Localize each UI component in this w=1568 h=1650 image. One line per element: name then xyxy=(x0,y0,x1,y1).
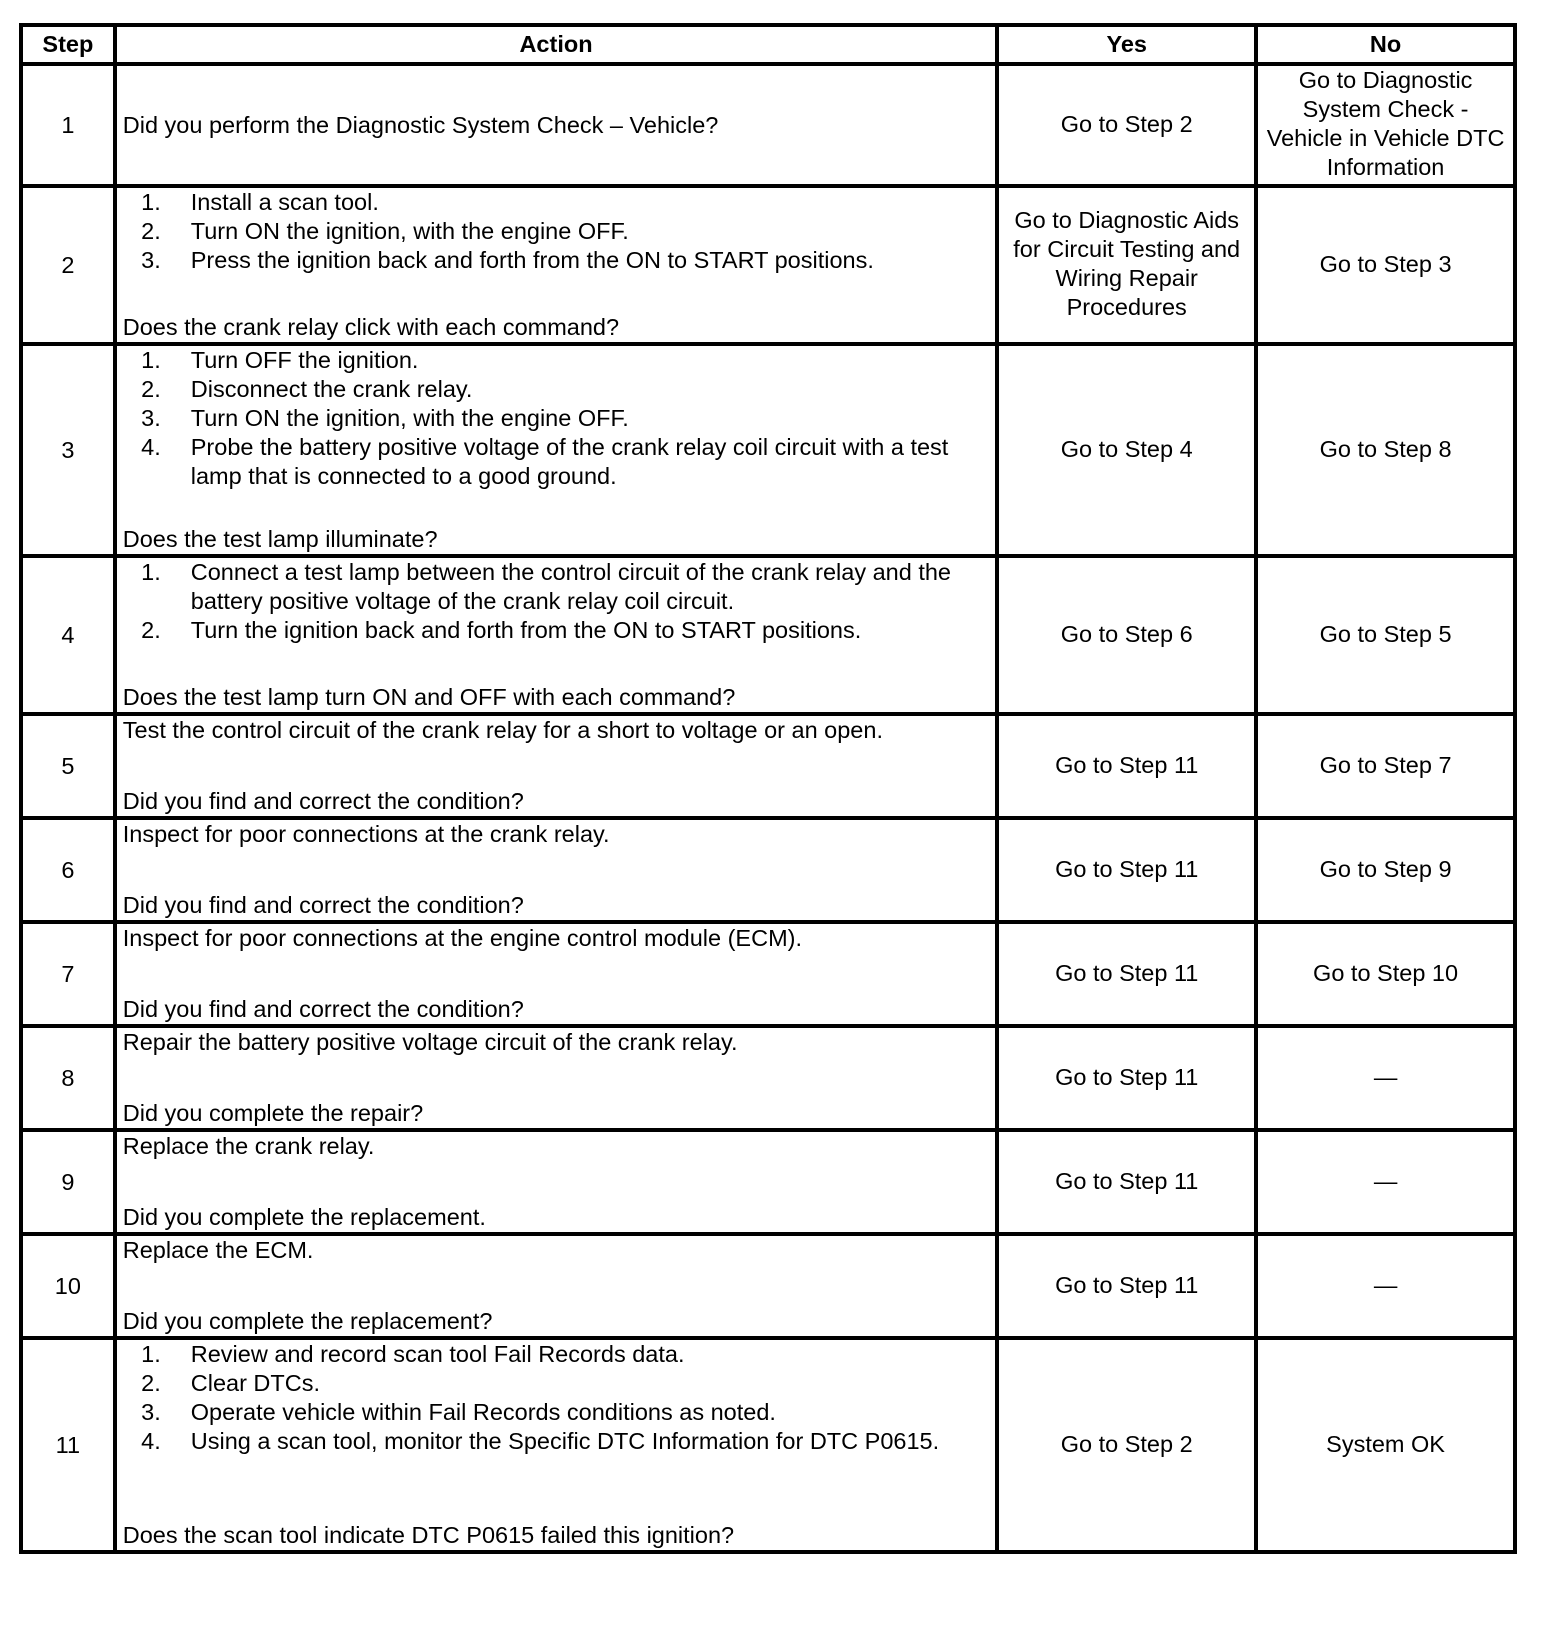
no-cell xyxy=(1256,556,1515,714)
table-row xyxy=(21,1026,1515,1130)
yes-result: Go to Diagnostic Aids for Circuit Testing and Wiring Repair Procedures xyxy=(1013,207,1241,320)
yes-result: Go to Step 11 xyxy=(1055,1271,1199,1298)
yes-cell xyxy=(997,1234,1256,1338)
question: Did you find and correct the condition? xyxy=(122,892,524,918)
yes-result: Go to Step 2 xyxy=(1060,1430,1193,1457)
step-number: 5 xyxy=(21,714,115,818)
no-cell xyxy=(1256,922,1515,1026)
question: Does the scan tool indicate DTC P0615 failed this ignition? xyxy=(122,1522,735,1548)
action-cell xyxy=(115,818,998,922)
question: Does the crank relay click with each command? xyxy=(122,314,620,340)
question: Did you find and correct the condition? xyxy=(122,996,524,1022)
header-step: Step xyxy=(21,25,115,64)
substep-list xyxy=(123,1340,992,1456)
question: Did you complete the replacement? xyxy=(122,1308,493,1334)
action-cell xyxy=(115,186,998,344)
step-number: 6 xyxy=(21,818,115,922)
substep: 4. Probe the battery positive voltage of the crank relay coil circuit with a test lamp that is connected to a good ground. xyxy=(141,434,949,489)
substep: 1. Connect a test lamp between the control circuit of the crank relay and the battery positive voltage of the crank relay coil circuit. xyxy=(141,559,952,614)
instruction: Inspect for poor connections at the engine control module (ECM). xyxy=(122,925,803,951)
no-cell xyxy=(1256,1338,1515,1552)
header-action: Action xyxy=(115,25,998,64)
header-row xyxy=(21,25,1515,64)
yes-result: Go to Step 11 xyxy=(1055,1167,1199,1194)
action-cell xyxy=(115,714,998,818)
no-cell xyxy=(1256,714,1515,818)
question: Did you complete the replacement. xyxy=(122,1204,486,1230)
table-row xyxy=(21,344,1515,556)
no-cell xyxy=(1256,186,1515,344)
no-result: — xyxy=(1373,1167,1398,1194)
substep: 1. Review and record scan tool Fail Records data. xyxy=(141,1341,685,1367)
action-cell xyxy=(115,556,998,714)
yes-cell xyxy=(997,818,1256,922)
no-cell xyxy=(1256,64,1515,186)
step-number: 11 xyxy=(21,1338,115,1552)
substep: 4. Using a scan tool, monitor the Specific DTC Information for DTC P0615. xyxy=(141,1428,940,1454)
action-cell xyxy=(115,344,998,556)
substep: 2. Clear DTCs. xyxy=(141,1370,321,1396)
step-number: 9 xyxy=(21,1130,115,1234)
substep: 3. Turn ON the ignition, with the engine OFF. xyxy=(141,405,629,431)
substep: 2. Turn the ignition back and forth from the ON to START positions. xyxy=(141,617,862,643)
no-result: — xyxy=(1373,1063,1398,1090)
substep: 1. Turn OFF the ignition. xyxy=(141,347,419,373)
substep: 2. Turn ON the ignition, with the engine OFF. xyxy=(141,218,629,244)
yes-cell xyxy=(997,1338,1256,1552)
instruction: Repair the battery positive voltage circuit of the crank relay. xyxy=(122,1029,738,1055)
question: Did you complete the repair? xyxy=(122,1100,424,1126)
step-number: 3 xyxy=(21,344,115,556)
instruction: Replace the crank relay. xyxy=(122,1133,375,1159)
question: Did you find and correct the condition? xyxy=(122,788,524,814)
yes-result: Go to Step 11 xyxy=(1055,751,1199,778)
table-row xyxy=(21,556,1515,714)
substep: 2. Disconnect the crank relay. xyxy=(141,376,473,402)
substep-list xyxy=(123,346,992,491)
question: Does the test lamp illuminate? xyxy=(122,526,438,552)
instruction: Replace the ECM. xyxy=(122,1237,314,1263)
yes-cell xyxy=(997,344,1256,556)
no-cell xyxy=(1256,1130,1515,1234)
action-cell xyxy=(115,1338,998,1552)
action-cell xyxy=(115,1130,998,1234)
yes-cell xyxy=(997,64,1256,186)
action-cell xyxy=(115,64,998,186)
no-cell xyxy=(1256,344,1515,556)
yes-cell xyxy=(997,1130,1256,1234)
no-result: Go to Diagnostic System Check - Vehicle in Vehicle DTC Information xyxy=(1266,67,1505,180)
yes-result: Go to Step 11 xyxy=(1055,959,1199,986)
no-result: Go to Step 9 xyxy=(1319,855,1452,882)
no-result: Go to Step 8 xyxy=(1319,435,1452,462)
no-result: Go to Step 7 xyxy=(1319,751,1452,778)
instruction: Test the control circuit of the crank relay for a short to voltage or an open. xyxy=(122,717,883,743)
step-number: 10 xyxy=(21,1234,115,1338)
no-cell xyxy=(1256,818,1515,922)
action-cell xyxy=(115,922,998,1026)
step-number: 4 xyxy=(21,556,115,714)
action-cell xyxy=(115,1026,998,1130)
substep: 1. Install a scan tool. xyxy=(141,189,379,215)
header-yes: Yes xyxy=(997,25,1256,64)
step-number: 2 xyxy=(21,186,115,344)
table-row xyxy=(21,818,1515,922)
table-row xyxy=(21,1234,1515,1338)
substep: 3. Operate vehicle within Fail Records conditions as noted. xyxy=(141,1399,776,1425)
no-result: System OK xyxy=(1326,1430,1445,1457)
yes-cell xyxy=(997,922,1256,1026)
action-cell xyxy=(115,1234,998,1338)
yes-cell xyxy=(997,186,1256,344)
no-result: Go to Step 3 xyxy=(1319,250,1452,277)
substep: 3. Press the ignition back and forth from the ON to START positions. xyxy=(141,247,874,273)
yes-result: Go to Step 11 xyxy=(1055,855,1199,882)
no-cell xyxy=(1256,1026,1515,1130)
diagnostic-table xyxy=(19,23,1517,1554)
header-no: No xyxy=(1256,25,1515,64)
no-cell xyxy=(1256,1234,1515,1338)
table-row xyxy=(21,1338,1515,1552)
substep-list xyxy=(123,188,992,275)
no-result: — xyxy=(1373,1271,1398,1298)
question: Does the test lamp turn ON and OFF with each command? xyxy=(122,684,736,710)
table-row xyxy=(21,1130,1515,1234)
yes-result: Go to Step 2 xyxy=(1060,110,1193,137)
no-result: Go to Step 10 xyxy=(1313,959,1459,986)
yes-result: Go to Step 11 xyxy=(1055,1063,1199,1090)
table-row xyxy=(21,922,1515,1026)
table-row xyxy=(21,64,1515,186)
yes-result: Go to Step 6 xyxy=(1060,620,1193,647)
question: Did you perform the Diagnostic System Check – Vehicle? xyxy=(122,111,719,138)
yes-cell xyxy=(997,1026,1256,1130)
table-row xyxy=(21,186,1515,344)
step-number: 1 xyxy=(21,64,115,186)
yes-result: Go to Step 4 xyxy=(1060,435,1193,462)
yes-cell xyxy=(997,556,1256,714)
no-result: Go to Step 5 xyxy=(1319,620,1452,647)
step-number: 7 xyxy=(21,922,115,1026)
yes-cell xyxy=(997,714,1256,818)
step-number: 8 xyxy=(21,1026,115,1130)
instruction: Inspect for poor connections at the crank relay. xyxy=(122,821,610,847)
substep-list xyxy=(123,558,992,645)
table-row xyxy=(21,714,1515,818)
